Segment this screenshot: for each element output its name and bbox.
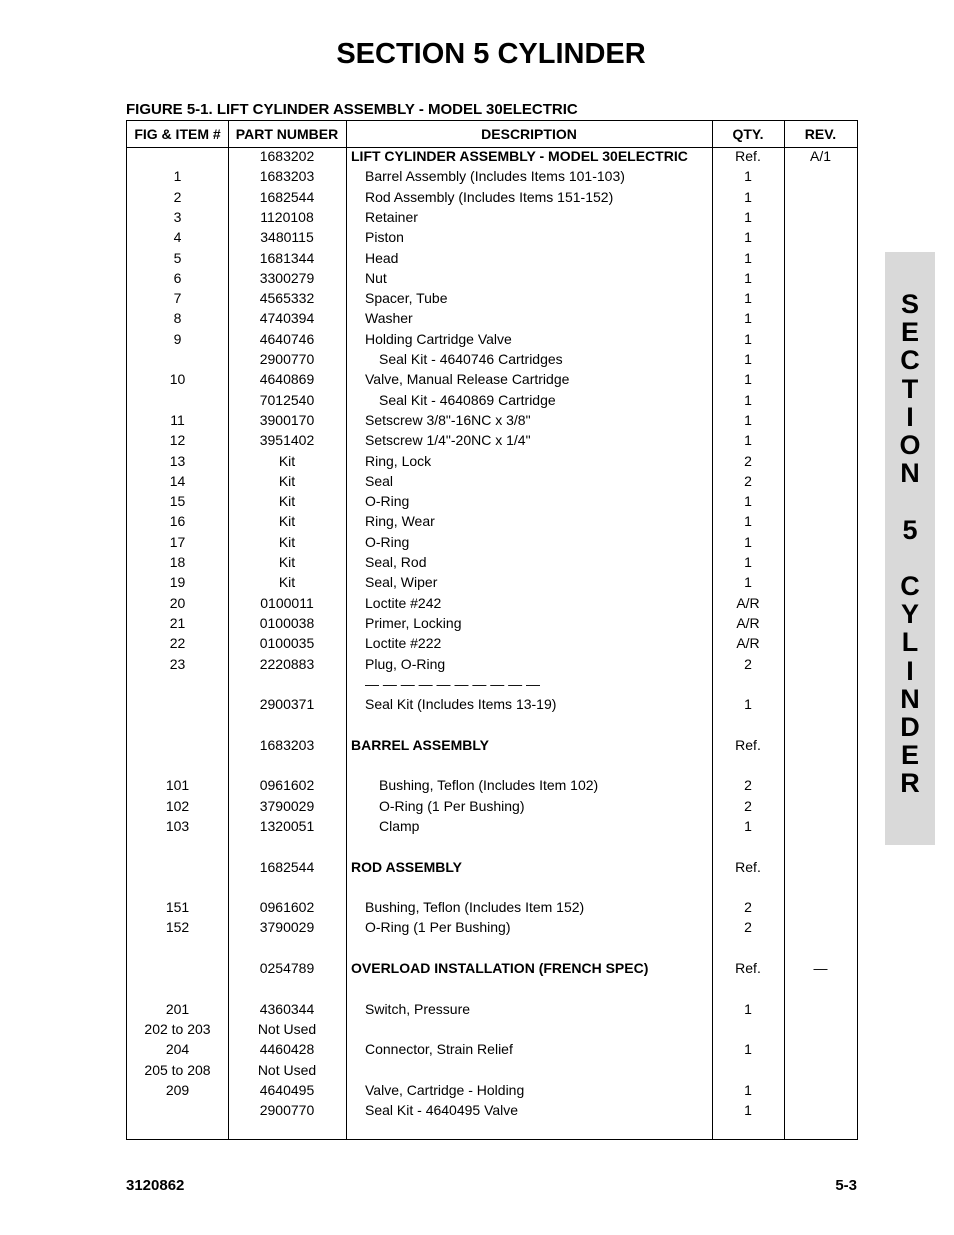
description-cell: Seal Kit (Includes Items 13-19) (365, 696, 557, 713)
table-row (127, 430, 857, 450)
table-row (127, 999, 857, 1019)
fig-item-cell: 151 (165, 899, 190, 916)
table-row (127, 654, 857, 674)
part-number-cell: 0100035 (259, 635, 315, 652)
qty-cell: 1 (744, 249, 752, 266)
qty-cell: 1 (744, 330, 752, 347)
part-number-cell: 4640746 (259, 330, 315, 347)
side-tab-letter: E (900, 740, 919, 771)
qty-cell: 1 (744, 513, 752, 530)
qty-cell: 2 (744, 797, 752, 814)
side-tab-letter: I (906, 401, 914, 432)
table-row (127, 735, 857, 755)
part-number-cell: Kit (278, 513, 296, 530)
qty-cell: 2 (744, 452, 752, 469)
part-number-cell: 0100038 (259, 614, 315, 631)
fig-item-cell: 11 (170, 411, 185, 428)
qty-cell: Ref. (735, 960, 761, 976)
section-side-tab (885, 252, 935, 845)
description-cell: Switch, Pressure (365, 1000, 471, 1017)
part-number-cell: 2900770 (259, 351, 315, 367)
description-cell: ROD ASSEMBLY (351, 858, 462, 875)
table-row (127, 1080, 857, 1100)
fig-item-cell: 205 to 208 (144, 1061, 211, 1078)
table-row (127, 308, 857, 328)
figure-caption: FIGURE 5-1. LIFT CYLINDER ASSEMBLY - MODEL 30ELECTRIC (126, 101, 578, 118)
description-cell: Loctite #242 (365, 594, 442, 611)
table-row (127, 369, 857, 389)
description-cell: Seal Kit - 4640495 Valve (365, 1102, 519, 1119)
part-number-cell: 4740394 (259, 310, 315, 327)
part-number-cell: 2900770 (259, 1102, 315, 1119)
part-number-cell: Kit (278, 472, 296, 489)
qty-cell: 1 (744, 554, 752, 570)
fig-item-cell: 209 (165, 1081, 190, 1098)
description-cell: LIFT CYLINDER ASSEMBLY - MODEL 30ELECTRIC (351, 148, 688, 164)
table-row (127, 451, 857, 471)
description-cell: Spacer, Tube (365, 290, 448, 307)
part-number-cell: 3300279 (259, 269, 315, 286)
side-tab-letter: C (900, 571, 920, 601)
description-cell: Nut (365, 269, 387, 286)
qty-cell: A/R (736, 594, 760, 611)
table-row (127, 532, 857, 552)
header-fig-item: FIG & ITEM # (134, 126, 221, 142)
fig-item-cell: 202 to 203 (144, 1020, 211, 1037)
description-cell: O-Ring (1 Per Bushing) (379, 797, 525, 814)
fig-item-cell: 152 (165, 919, 190, 936)
description-cell: Seal Kit - 4640746 Cartridges (379, 351, 563, 367)
description-cell: Bushing, Teflon (Includes Item 152) (365, 899, 585, 916)
fig-item-cell: 18 (169, 554, 186, 570)
side-tab-letter: E (900, 317, 919, 348)
fig-item-cell: 204 (165, 1041, 190, 1058)
header-part-number: PART NUMBER (235, 126, 339, 142)
description-cell: Primer, Locking (365, 614, 462, 631)
part-number-cell: 1120108 (260, 208, 314, 225)
part-number-cell: 0961602 (259, 899, 315, 916)
description-cell: Head (365, 249, 399, 266)
qty-cell: 2 (744, 777, 752, 794)
qty-cell: 1 (744, 1041, 752, 1058)
description-cell: Setscrew 3/8"-16NC x 3/8" (365, 411, 531, 428)
table-row (127, 897, 857, 917)
part-number-cell: 2220883 (259, 655, 315, 672)
table-row (127, 917, 857, 937)
qty-cell: 1 (744, 188, 752, 205)
table-row (127, 288, 857, 308)
table-row (127, 796, 857, 816)
description-cell: Clamp (379, 817, 420, 834)
qty-cell: 1 (744, 351, 752, 367)
side-tab-letter: T (901, 373, 919, 404)
side-tab-letter: C (900, 345, 920, 376)
side-tab-letter: L (901, 627, 919, 658)
rev-cell: A/1 (809, 148, 831, 164)
side-tab-letter: 5 (902, 514, 918, 545)
side-tab-letter: O (899, 430, 921, 460)
table-row (127, 593, 857, 613)
fig-item-cell: 6 (173, 269, 182, 286)
part-number-cell: 4565332 (259, 290, 315, 307)
description-cell: Valve, Cartridge - Holding (365, 1081, 525, 1098)
fig-item-cell: 103 (165, 817, 190, 834)
side-tab-letter: I (906, 655, 914, 686)
table-row (127, 1019, 857, 1039)
fig-item-cell: 8 (173, 310, 182, 327)
fig-item-cell: 20 (169, 594, 186, 611)
part-number-cell: 3480115 (260, 229, 314, 246)
qty-cell: 1 (744, 817, 752, 834)
description-cell: Piston (365, 229, 404, 246)
fig-item-cell: 4 (173, 229, 182, 246)
part-number-cell: Kit (278, 452, 296, 469)
description-cell: Ring, Wear (365, 513, 435, 530)
qty-cell: A/R (736, 635, 760, 652)
description-cell: Seal, Wiper (365, 574, 438, 591)
page-title: SECTION 5 CYLINDER (336, 38, 646, 70)
part-number-cell: 1682544 (259, 858, 315, 875)
table-row (127, 816, 857, 836)
qty-cell: 1 (744, 208, 752, 225)
table-row (127, 572, 857, 592)
qty-cell: 1 (744, 696, 752, 713)
part-number-cell: 1681344 (259, 249, 315, 266)
fig-item-cell: 15 (169, 493, 186, 510)
description-cell: Seal, Rod (365, 554, 427, 570)
part-number-cell: 1320051 (259, 817, 315, 834)
side-tab-letter: R (900, 768, 920, 799)
description-cell: Connector, Strain Relief (365, 1041, 513, 1058)
part-number-cell: 3951402 (259, 432, 315, 449)
description-cell: Seal (365, 472, 394, 489)
part-number-cell: 2900371 (259, 696, 315, 713)
fig-item-cell: 23 (169, 655, 186, 672)
table-row (127, 775, 857, 795)
side-tab-letter: Y (900, 599, 919, 630)
description-cell: Loctite #222 (365, 635, 442, 652)
part-number-cell: Kit (278, 493, 296, 510)
description-cell: Holding Cartridge Valve (365, 330, 512, 347)
fig-item-cell: 102 (165, 797, 190, 814)
fig-item-cell: 13 (169, 452, 186, 469)
qty-cell: 1 (744, 290, 752, 307)
table-row (127, 166, 857, 186)
table-row (127, 491, 857, 511)
qty-cell: Ref. (735, 148, 761, 164)
part-number-cell: Not Used (257, 1020, 317, 1037)
table-row (127, 613, 857, 633)
qty-cell: 1 (744, 391, 752, 408)
part-number-cell: 7012540 (259, 391, 315, 408)
header-qty: QTY. (732, 126, 764, 142)
fig-item-cell: 19 (169, 574, 186, 591)
qty-cell: 1 (744, 229, 752, 246)
table-row (127, 268, 857, 288)
part-number-cell: Kit (278, 574, 296, 591)
part-number-cell: 1683203 (259, 736, 315, 753)
fig-item-cell: 101 (165, 777, 190, 794)
table-row (127, 248, 857, 268)
description-cell: Bushing, Teflon (Includes Item 102) (379, 777, 599, 794)
table-row (127, 390, 857, 410)
table-row (127, 227, 857, 247)
part-number-cell: 4460428 (259, 1041, 315, 1058)
doc-number: 3120862 (126, 1177, 185, 1194)
part-number-cell: 3790029 (259, 919, 315, 936)
fig-item-cell: 22 (169, 635, 186, 652)
part-number-cell: 0100011 (260, 594, 314, 611)
table-row (127, 958, 857, 978)
part-number-cell: 3790029 (259, 797, 315, 814)
part-number-cell: Kit (278, 554, 296, 570)
part-number-cell: 4640495 (259, 1081, 315, 1098)
part-number-cell: 0961602 (259, 777, 315, 794)
page-number: 5-3 (835, 1177, 857, 1194)
fig-item-cell: 21 (169, 614, 186, 631)
part-number-cell: 0254789 (259, 960, 315, 976)
fig-item-cell: 201 (165, 1000, 190, 1017)
qty-cell: 2 (744, 919, 752, 936)
description-cell: O-Ring (365, 493, 410, 510)
qty-cell: 2 (744, 472, 752, 489)
table-row (127, 552, 857, 572)
description-cell: Retainer (365, 208, 418, 225)
table-row (127, 349, 857, 369)
qty-cell: 1 (744, 269, 752, 286)
fig-item-cell: 14 (169, 472, 186, 489)
qty-cell: 1 (744, 432, 752, 449)
part-number-cell: 3900170 (259, 411, 315, 428)
description-cell: O-Ring (365, 533, 410, 550)
qty-cell: 1 (744, 411, 752, 428)
description-cell: Washer (365, 310, 413, 327)
description-cell: Valve, Manual Release Cartridge (365, 371, 570, 388)
table-row (127, 1039, 857, 1059)
description-cell: Seal Kit - 4640869 Cartridge (379, 391, 556, 408)
side-tab-letter: S (900, 289, 919, 319)
fig-item-cell: 10 (169, 371, 186, 388)
description-cell: Barrel Assembly (Includes Items 101-103) (365, 168, 625, 185)
table-row (127, 410, 857, 430)
table-row (127, 694, 857, 714)
description-cell: Rod Assembly (Includes Items 151-152) (365, 188, 614, 205)
qty-cell: 1 (744, 1102, 752, 1119)
fig-item-cell: 12 (169, 432, 186, 449)
fig-item-cell: 9 (173, 330, 182, 347)
description-cell: Ring, Lock (365, 452, 432, 469)
description-cell: BARREL ASSEMBLY (351, 736, 489, 753)
table-row (127, 146, 857, 166)
part-number-cell: 4360344 (259, 1000, 315, 1017)
qty-cell: Ref. (735, 736, 761, 753)
description-cell: Plug, O-Ring (365, 655, 446, 672)
table-row (127, 1100, 857, 1120)
description-cell: Setscrew 1/4"-20NC x 1/4" (365, 432, 531, 449)
qty-cell: 2 (744, 899, 752, 916)
fig-item-cell: 17 (169, 533, 186, 550)
fig-item-cell: 3 (173, 208, 182, 225)
qty-cell: 2 (744, 655, 752, 672)
table-row (127, 471, 857, 491)
qty-cell: 1 (744, 493, 752, 510)
qty-cell: A/R (736, 614, 760, 631)
header-rev: REV. (804, 126, 837, 142)
qty-cell: 1 (744, 574, 752, 591)
qty-cell: 1 (744, 533, 752, 550)
part-number-cell: 4640869 (259, 371, 315, 388)
part-number-cell: 1683202 (259, 148, 315, 164)
qty-cell: 1 (744, 371, 752, 388)
qty-cell: 1 (744, 1000, 752, 1017)
fig-item-cell: 1 (173, 168, 182, 185)
table-row (127, 633, 857, 653)
description-cell: OVERLOAD INSTALLATION (FRENCH SPEC) (351, 960, 649, 976)
description-cell: — — — — — — — — — — (365, 675, 541, 692)
part-number-cell: Not Used (257, 1061, 317, 1078)
table-row (127, 511, 857, 531)
qty-cell: 1 (744, 310, 752, 327)
fig-item-cell: 16 (169, 513, 186, 530)
qty-cell: 1 (744, 168, 752, 185)
table-row (127, 857, 857, 877)
description-cell: O-Ring (1 Per Bushing) (365, 919, 511, 936)
qty-cell: Ref. (735, 858, 761, 875)
side-tab-letter: N (900, 683, 920, 714)
table-row (127, 187, 857, 207)
fig-item-cell: 5 (173, 249, 182, 266)
table-row (127, 329, 857, 349)
parts-table (126, 120, 858, 1140)
table-row (127, 1060, 857, 1080)
part-number-cell: 1683203 (259, 168, 315, 185)
rev-cell: — (813, 960, 828, 976)
table-row (127, 207, 857, 227)
side-tab-letter: D (900, 712, 920, 742)
header-description: DESCRIPTION (481, 126, 577, 142)
side-tab-letter: N (900, 458, 920, 489)
table-row (127, 674, 857, 694)
part-number-cell: Kit (278, 533, 296, 550)
fig-item-cell: 7 (173, 290, 182, 307)
part-number-cell: 1682544 (259, 188, 315, 205)
fig-item-cell: 2 (173, 188, 182, 205)
qty-cell: 1 (744, 1081, 752, 1098)
